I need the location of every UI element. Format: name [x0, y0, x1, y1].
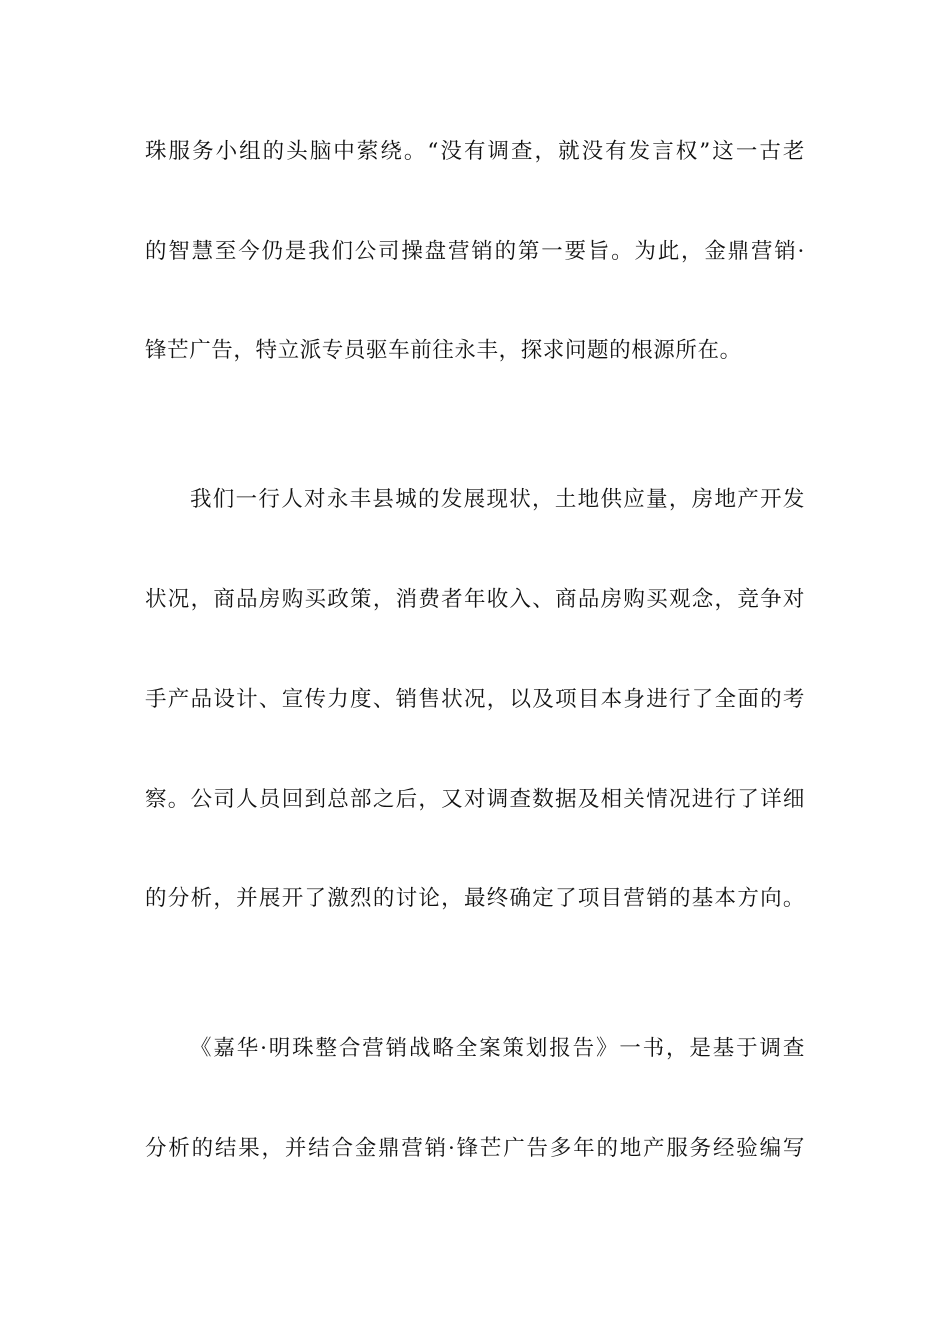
paragraph-2-line-2: 状况，商品房购买政策，消费者年收入、商品房购买观念，竞争对	[145, 587, 805, 612]
paragraph-1-line-2: 的智慧至今仍是我们公司操盘营销的第一要旨。为此，金鼎营销·	[145, 239, 805, 264]
paragraph-2-line-5: 的分析，并展开了激烈的讨论，最终确定了项目营销的基本方向。	[145, 886, 805, 911]
paragraph-3-line-2: 分析的结果，并结合金鼎营销·锋芒广告多年的地产服务经验编写	[145, 1136, 805, 1161]
paragraph-2-line-4: 察。公司人员回到总部之后，又对调查数据及相关情况进行了详细	[145, 787, 805, 812]
paragraph-3-line-1: 《嘉华·明珠整合营销战略全案策划报告》一书，是基于调查	[190, 1036, 805, 1061]
paragraph-2-line-3: 手产品设计、宣传力度、销售状况，以及项目本身进行了全面的考	[145, 687, 805, 712]
paragraph-2-line-1: 我们一行人对永丰县城的发展现状，土地供应量，房地产开发	[190, 487, 805, 512]
paragraph-1-line-1: 珠服务小组的头脑中萦绕。“没有调查，就没有发言权”这一古老	[145, 139, 805, 164]
paragraph-1-line-3: 锋芒广告，特立派专员驱车前往永丰，探求问题的根源所在。	[145, 338, 742, 363]
